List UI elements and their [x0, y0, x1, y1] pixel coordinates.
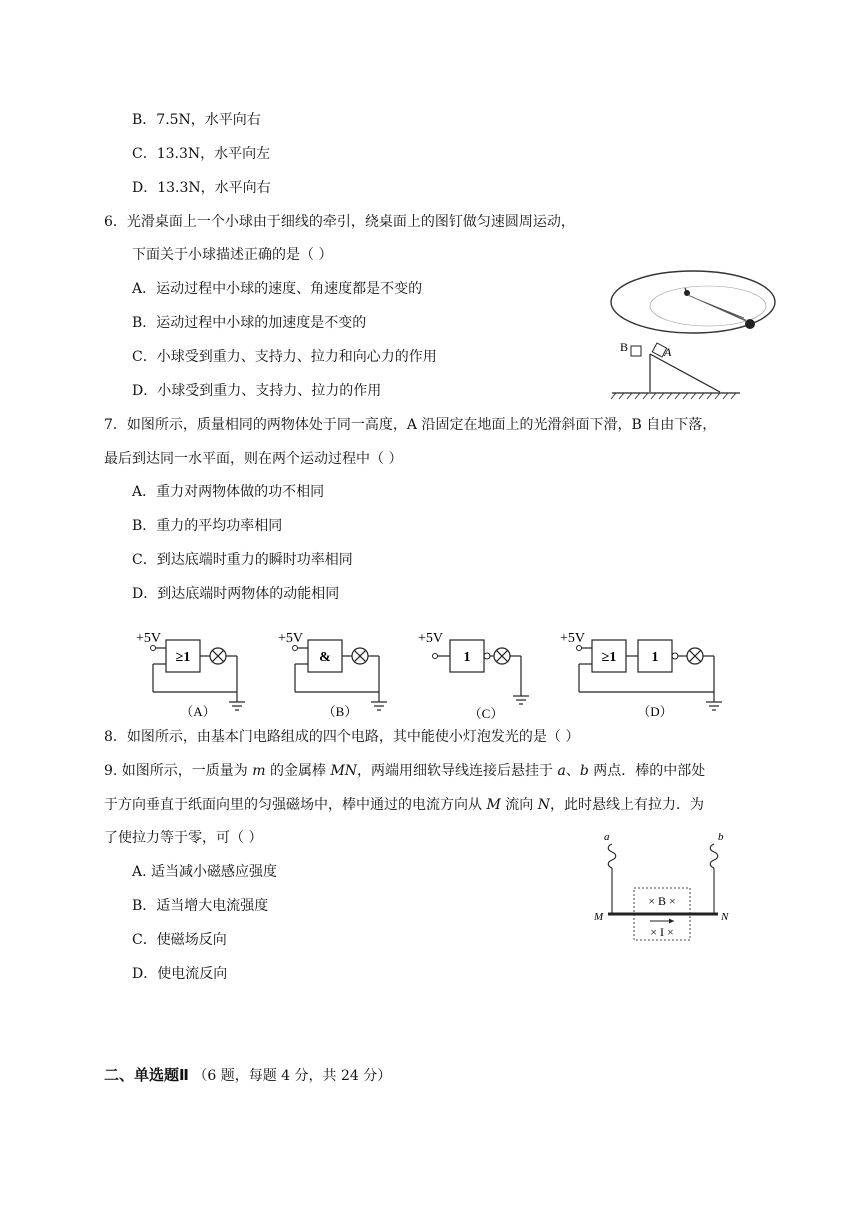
svg-text:+5V: +5V: [418, 631, 444, 646]
svg-text:N: N: [721, 911, 729, 923]
q9-option-c: C．使磁场反向: [132, 932, 227, 948]
q5-option-b: B．7.5N，水平向右: [132, 112, 261, 128]
svg-text:（D）: （D）: [637, 704, 673, 719]
q6-option-d: D．小球受到重力、支持力、拉力的作用: [132, 383, 382, 399]
circuit-a: [130, 628, 250, 720]
svg-text:&: &: [319, 650, 331, 665]
svg-text:M: M: [594, 911, 604, 923]
svg-text:（B）: （B）: [322, 704, 358, 719]
svg-text:× B ×: × B ×: [648, 894, 676, 908]
q6-stem-line2: 下面关于小球描述正确的是（ ）: [132, 247, 333, 263]
svg-text:（C）: （C）: [468, 706, 504, 721]
q6-option-a: A．运动过程中小球的速度、角速度都是不变的: [132, 281, 423, 297]
incline-figure: [610, 336, 745, 400]
q7-option-b: B．重力的平均功率相同: [132, 518, 283, 534]
magnetic-rod-figure: [590, 828, 740, 946]
svg-text:+5V: +5V: [278, 631, 304, 646]
label-b: B: [620, 340, 629, 354]
q7-option-a: A．重力对两物体做的功不相同: [132, 484, 325, 500]
svg-text:≥1: ≥1: [601, 650, 617, 665]
q6-option-b: B．运动过程中小球的加速度是不变的: [132, 315, 367, 331]
svg-text:× I ×: × I ×: [650, 925, 674, 939]
q8-stem: 8．如图所示，由基本门电路组成的四个电路，其中能使小灯泡发光的是（ ）: [104, 729, 580, 745]
q9-stem-line1: 9. 如图所示，一质量为 m 的金属棒 MN，两端用细软导线连接后悬挂于 a、b 两点．棒的中部处: [104, 763, 706, 779]
q9-stem-line3: 了使拉力等于零，可（ ）: [104, 830, 263, 846]
section-heading: [104, 1066, 391, 1085]
q7-stem-line1: 7．如图所示，质量相同的两物体处于同一高度，A 沿固定在地面上的光滑斜面下滑，B 自由下落，: [104, 417, 717, 433]
q9-option-a: A. 适当减小磁感应强度: [132, 864, 278, 880]
svg-text:1: 1: [463, 650, 471, 665]
q7-option-c: C．到达底端时重力的瞬时功率相同: [132, 552, 353, 568]
section-note: （6 题，每题 4 分，共 24 分）: [193, 1068, 392, 1084]
svg-text:a: a: [604, 831, 610, 843]
q6-option-c: C．小球受到重力、支持力、拉力和向心力的作用: [132, 349, 437, 365]
q9-option-b: B．适当增大电流强度: [132, 898, 269, 914]
label-a: A: [664, 345, 672, 359]
section-title: 二、单选题Ⅱ: [104, 1066, 189, 1084]
svg-text:≥1: ≥1: [175, 650, 191, 665]
q6-stem-line1: 6．光滑桌面上一个小球由于细线的牵引，绕桌面上的图钉做匀速圆周运动，: [104, 214, 575, 230]
q5-option-d: D．13.3N，水平向右: [132, 180, 271, 196]
svg-text:b: b: [718, 831, 724, 843]
svg-text:+5V: +5V: [560, 631, 586, 646]
q9-option-d: D．使电流反向: [132, 966, 228, 982]
circular-motion-figure: [608, 268, 778, 340]
q5-option-c: C．13.3N，水平向左: [132, 146, 271, 162]
svg-text:（A）: （A）: [180, 704, 216, 719]
q7-option-d: D．到达底端时两物体的动能相同: [132, 586, 340, 602]
circuit-b: [272, 628, 392, 720]
q7-stem-line2: 最后到达同一水平面，则在两个运动过程中（ ）: [104, 451, 403, 467]
circuit-d: [558, 628, 728, 720]
q9-stem-line2: 于方向垂直于纸面向里的匀强磁场中，棒中通过的电流方向从 M 流向 N，此时悬线上有拉力．为: [104, 797, 704, 813]
svg-text:+5V: +5V: [136, 631, 162, 646]
svg-text:1: 1: [651, 650, 659, 665]
circuit-c: [414, 628, 534, 720]
